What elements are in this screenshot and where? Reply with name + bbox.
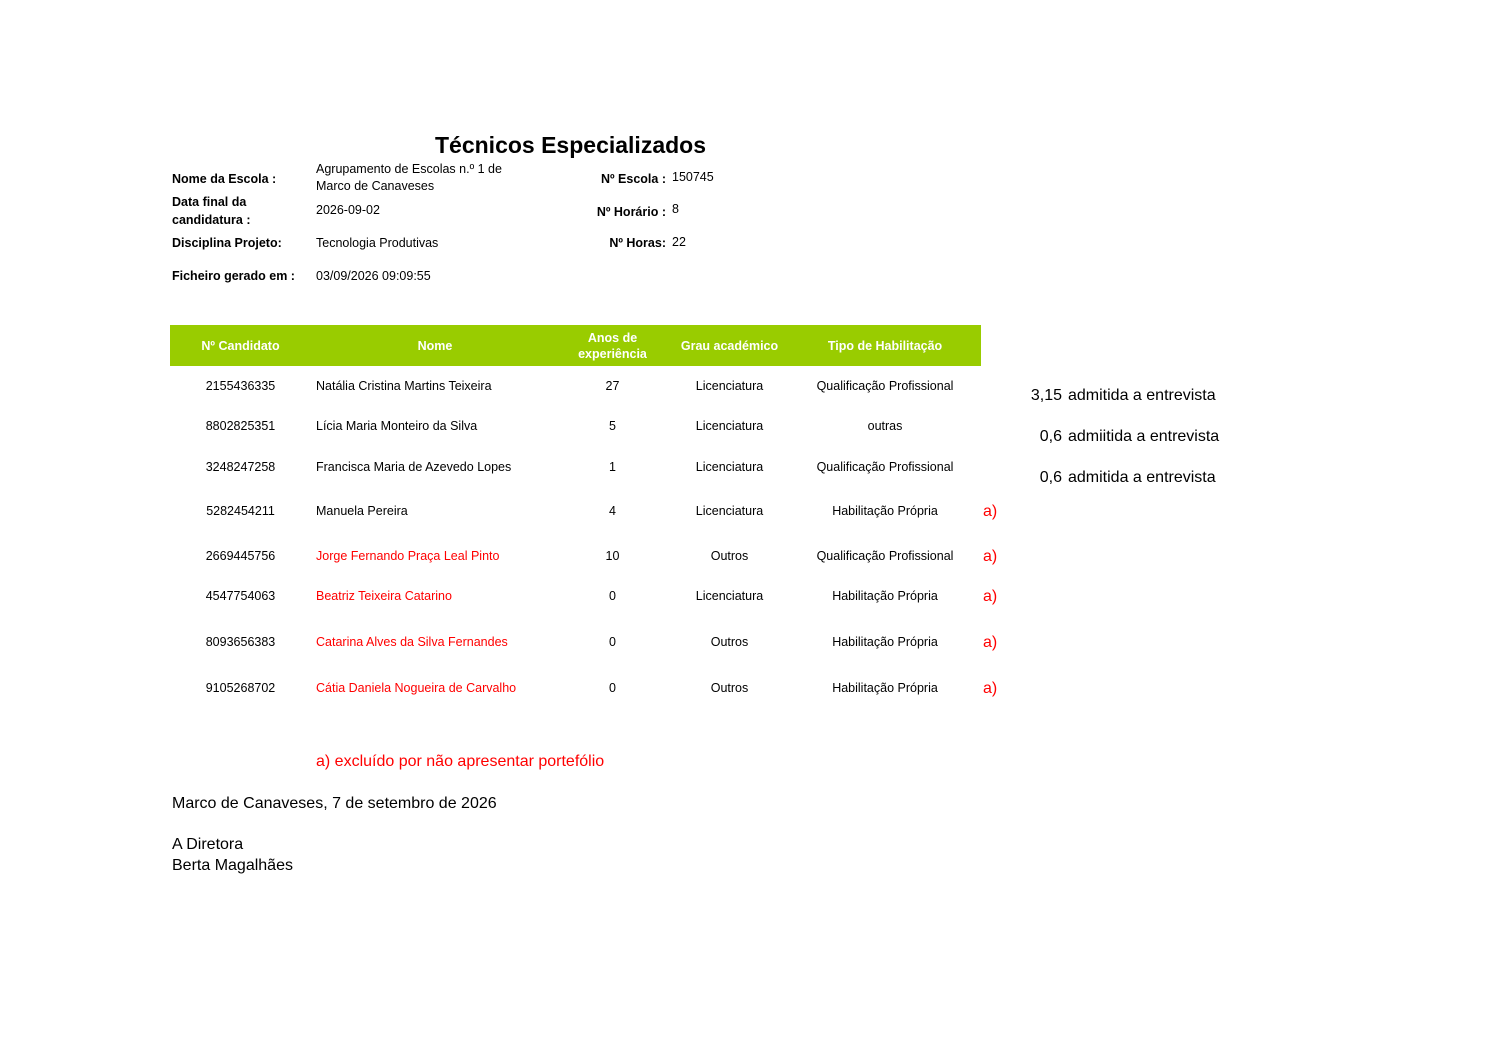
- cell-candidate-number: 4547754063: [205, 589, 276, 603]
- cell-years: 5: [609, 419, 616, 433]
- column-header-experience-line2: experiência: [578, 346, 647, 361]
- column-header-experience-line1: Anos de: [587, 330, 638, 345]
- cell-years: 4: [609, 504, 616, 518]
- cell-name: Natália Cristina Martins Teixeira: [316, 379, 492, 393]
- school-number-value: 150745: [672, 170, 714, 184]
- cell-qualification: Habilitação Própria: [832, 589, 938, 603]
- cell-candidate-number: 9105268702: [205, 681, 276, 695]
- hours-label: Nº Horas:: [609, 236, 666, 250]
- hours-value: 22: [672, 235, 686, 249]
- cell-note: a): [983, 634, 998, 651]
- cell-note: a): [983, 548, 998, 565]
- cell-qualification: Habilitação Própria: [832, 681, 938, 695]
- result-status: admitida a entrevista: [1068, 387, 1216, 404]
- deadline-label-line2: candidatura :: [172, 213, 251, 227]
- cell-candidate-number: 8093656383: [205, 635, 276, 649]
- cell-degree: Licenciatura: [695, 589, 764, 603]
- cell-name: Jorge Fernando Praça Leal Pinto: [316, 549, 500, 563]
- school-name-label: Nome da Escola :: [172, 172, 277, 186]
- school-name-line1: Agrupamento de Escolas n.º 1 de: [316, 162, 502, 176]
- cell-candidate-number: 8802825351: [205, 419, 276, 433]
- schedule-value: 8: [672, 202, 679, 216]
- discipline-label: Disciplina Projeto:: [172, 236, 282, 250]
- page-title: Técnicos Especializados: [435, 132, 707, 158]
- cell-qualification: Qualificação Profissional: [816, 379, 954, 393]
- cell-degree: Licenciatura: [695, 379, 764, 393]
- place-date: Marco de Canaveses, 7 de setembro de 2026: [172, 795, 497, 812]
- generated-value: 03/09/2026 09:09:55: [316, 269, 431, 283]
- column-header-qualification: Tipo de Habilitação: [827, 338, 943, 353]
- result-status: admitida a entrevista: [1068, 469, 1216, 486]
- column-header-experience: [559, 325, 666, 366]
- schedule-label: Nº Horário :: [596, 205, 666, 219]
- school-name-line2: Marco de Canaveses: [316, 179, 435, 193]
- cell-candidate-number: 2669445756: [205, 549, 276, 563]
- table-header: [170, 325, 981, 366]
- cell-candidate-number: 3248247258: [205, 460, 276, 474]
- signature-name: Berta Magalhães: [172, 857, 293, 874]
- cell-name: Lícia Maria Monteiro da Silva: [316, 419, 478, 433]
- cell-degree: Outros: [710, 635, 749, 649]
- cell-years: 10: [605, 549, 620, 563]
- cell-years: 0: [609, 635, 616, 649]
- cell-years: 1: [609, 460, 616, 474]
- cell-name: Beatriz Teixeira Catarino: [316, 589, 452, 603]
- cell-years: 27: [605, 379, 620, 393]
- signature-role: A Diretora: [172, 836, 244, 853]
- footnote: a) excluído por não apresentar portefólio: [316, 753, 605, 770]
- cell-qualification: outras: [867, 419, 903, 433]
- cell-qualification: Qualificação Profissional: [816, 549, 954, 563]
- deadline-value: 2026-09-02: [316, 203, 380, 217]
- cell-qualification: Habilitação Própria: [832, 635, 938, 649]
- cell-name: Francisca Maria de Azevedo Lopes: [316, 460, 512, 474]
- discipline-value: Tecnologia Produtivas: [316, 236, 439, 250]
- cell-candidate-number: 2155436335: [205, 379, 276, 393]
- cell-name: Cátia Daniela Nogueira de Carvalho: [316, 681, 517, 695]
- cell-degree: Outros: [710, 681, 749, 695]
- cell-years: 0: [609, 681, 616, 695]
- cell-degree: Licenciatura: [695, 460, 764, 474]
- cell-qualification: Habilitação Própria: [832, 504, 938, 518]
- cell-degree: Outros: [710, 549, 749, 563]
- cell-degree: Licenciatura: [695, 504, 764, 518]
- column-header-candidate: Nº Candidato: [201, 338, 280, 353]
- cell-candidate-number: 5282454211: [206, 504, 275, 518]
- result-score: 0,6: [1039, 428, 1062, 445]
- cell-note: a): [983, 588, 998, 605]
- cell-note: a): [983, 680, 998, 697]
- cell-note: a): [983, 503, 998, 520]
- school-number-label: Nº Escola :: [600, 172, 666, 186]
- generated-label: Ficheiro gerado em :: [172, 269, 295, 283]
- column-header-name: Nome: [417, 338, 453, 353]
- result-status: admiitida a entrevista: [1068, 428, 1220, 445]
- cell-name: Manuela Pereira: [316, 504, 408, 518]
- cell-degree: Licenciatura: [695, 419, 764, 433]
- cell-years: 0: [609, 589, 616, 603]
- column-header-degree: Grau académico: [680, 338, 779, 353]
- deadline-label-line1: Data final da: [172, 195, 247, 209]
- cell-qualification: Qualificação Profissional: [816, 460, 954, 474]
- result-score: 0,6: [1039, 469, 1062, 486]
- result-score: 3,15: [1030, 387, 1062, 404]
- cell-name: Catarina Alves da Silva Fernandes: [316, 635, 508, 649]
